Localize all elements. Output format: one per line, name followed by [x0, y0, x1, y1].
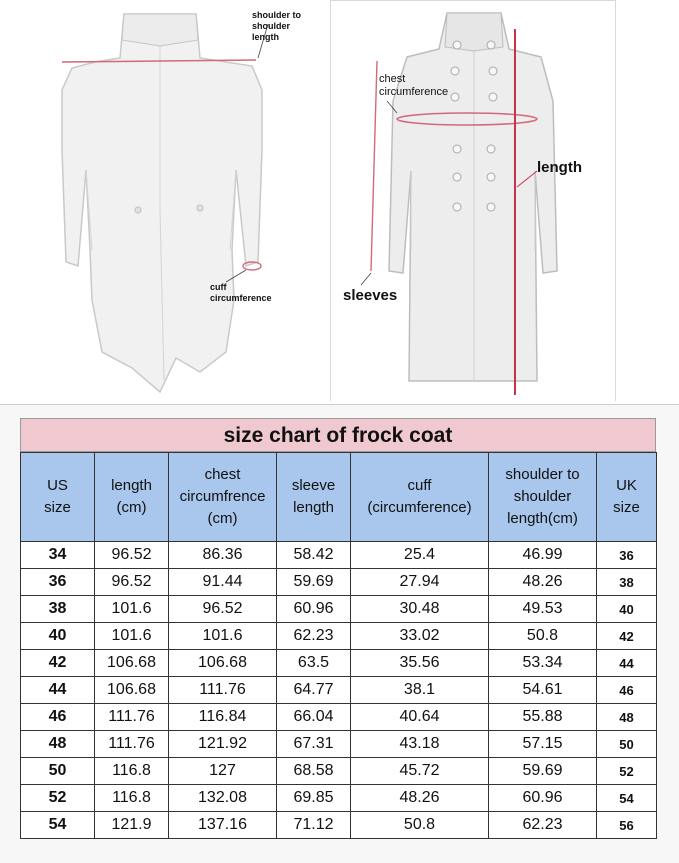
table-row	[21, 758, 657, 785]
cell-cuff: 33.02	[351, 623, 489, 650]
column-header-line: (cm)	[207, 510, 238, 527]
cell-cuff: 43.18	[351, 731, 489, 758]
cell-us-size: 46	[21, 704, 95, 731]
cell-shoulder-to-shoulder: 54.61	[489, 677, 597, 704]
cell-shoulder-to-shoulder: 46.99	[489, 542, 597, 569]
front-view-panel	[330, 0, 616, 401]
table-row	[21, 650, 657, 677]
cell-us-size: 34	[21, 542, 95, 569]
cell-length: 106.68	[95, 650, 169, 677]
table-row	[21, 704, 657, 731]
cell-length: 96.52	[95, 569, 169, 596]
cell-chest-circumference: 106.68	[169, 650, 277, 677]
column-header-line: length	[111, 477, 152, 494]
cell-chest-circumference: 132.08	[169, 785, 277, 812]
column-header-line: sleeve	[291, 477, 336, 494]
annotation-length: length	[537, 159, 582, 176]
cell-uk-size: 42	[597, 623, 657, 650]
cell-cuff: 40.64	[351, 704, 489, 731]
table-row	[21, 542, 657, 569]
cell-uk-size: 38	[597, 569, 657, 596]
cell-us-size: 44	[21, 677, 95, 704]
cell-uk-size: 46	[597, 677, 657, 704]
cell-shoulder-to-shoulder: 57.15	[489, 731, 597, 758]
cell-uk-size: 40	[597, 596, 657, 623]
cell-us-size: 40	[21, 623, 95, 650]
column-header-line: UK	[616, 477, 637, 494]
table-row	[21, 812, 657, 839]
size-chart-title: size chart of frock coat	[20, 418, 656, 452]
coat-back-illustration	[0, 0, 318, 400]
cell-us-size: 36	[21, 569, 95, 596]
annotation-chest-circumference: chest circumference	[379, 73, 449, 98]
cell-us-size: 54	[21, 812, 95, 839]
annotation-shoulder-to-shoulder: shoulder to shoulder length	[252, 10, 301, 42]
annotation-cuff-circumference: cuff circumference	[210, 282, 272, 303]
cell-sleeve-length: 58.42	[277, 542, 351, 569]
cell-cuff: 48.26	[351, 785, 489, 812]
cell-length: 111.76	[95, 731, 169, 758]
table-row	[21, 677, 657, 704]
cell-cuff: 30.48	[351, 596, 489, 623]
column-header-line: size	[613, 499, 640, 516]
cell-sleeve-length: 67.31	[277, 731, 351, 758]
cell-uk-size: 52	[597, 758, 657, 785]
cell-sleeve-length: 59.69	[277, 569, 351, 596]
column-header-line: length	[293, 499, 334, 516]
cell-chest-circumference: 127	[169, 758, 277, 785]
cell-length: 121.9	[95, 812, 169, 839]
cell-cuff: 38.1	[351, 677, 489, 704]
column-header-line: (circumference)	[367, 499, 472, 516]
cell-length: 106.68	[95, 677, 169, 704]
table-row	[21, 785, 657, 812]
table-row	[21, 623, 657, 650]
cell-chest-circumference: 111.76	[169, 677, 277, 704]
cell-cuff: 25.4	[351, 542, 489, 569]
table-body	[21, 542, 657, 839]
column-header-line: size	[44, 499, 71, 516]
cell-cuff: 35.56	[351, 650, 489, 677]
cell-sleeve-length: 69.85	[277, 785, 351, 812]
cell-sleeve-length: 71.12	[277, 812, 351, 839]
column-header-line: shoulder	[513, 488, 572, 505]
cell-shoulder-to-shoulder: 50.8	[489, 623, 597, 650]
cell-us-size: 38	[21, 596, 95, 623]
column-header-cuff	[351, 453, 489, 542]
cell-uk-size: 44	[597, 650, 657, 677]
column-header-line: US	[47, 477, 68, 494]
table-row	[21, 569, 657, 596]
cell-uk-size: 50	[597, 731, 657, 758]
cell-sleeve-length: 66.04	[277, 704, 351, 731]
column-header-length	[95, 453, 169, 542]
cell-length: 116.8	[95, 758, 169, 785]
cell-uk-size: 54	[597, 785, 657, 812]
column-header-us-size	[21, 453, 95, 542]
column-header-shoulder-to-shoulder	[489, 453, 597, 542]
annotation-sleeves: sleeves	[343, 287, 398, 304]
column-header-line: (cm)	[116, 499, 147, 516]
cell-shoulder-to-shoulder: 53.34	[489, 650, 597, 677]
cell-chest-circumference: 91.44	[169, 569, 277, 596]
back-view-panel	[0, 0, 318, 400]
cell-length: 101.6	[95, 596, 169, 623]
column-header-line: circumfrence	[179, 488, 266, 505]
table-row	[21, 596, 657, 623]
sleeve-measure-line	[371, 61, 377, 271]
cell-chest-circumference: 121.92	[169, 731, 277, 758]
cell-sleeve-length: 62.23	[277, 623, 351, 650]
cell-chest-circumference: 116.84	[169, 704, 277, 731]
cell-chest-circumference: 137.16	[169, 812, 277, 839]
cell-us-size: 42	[21, 650, 95, 677]
column-header-line: cuff	[407, 477, 432, 494]
cell-cuff: 27.94	[351, 569, 489, 596]
column-header-line: chest	[204, 466, 241, 483]
column-header-line: shoulder to	[505, 466, 580, 483]
size-chart-table	[20, 452, 657, 839]
cell-chest-circumference: 101.6	[169, 623, 277, 650]
cell-sleeve-length: 63.5	[277, 650, 351, 677]
column-header-sleeve-length	[277, 453, 351, 542]
cell-shoulder-to-shoulder: 55.88	[489, 704, 597, 731]
cell-chest-circumference: 96.52	[169, 596, 277, 623]
cell-length: 111.76	[95, 704, 169, 731]
cell-uk-size: 56	[597, 812, 657, 839]
table-header-row	[21, 453, 657, 542]
cell-uk-size: 36	[597, 542, 657, 569]
cell-chest-circumference: 86.36	[169, 542, 277, 569]
table-row	[21, 731, 657, 758]
cell-cuff: 50.8	[351, 812, 489, 839]
cell-shoulder-to-shoulder: 60.96	[489, 785, 597, 812]
cell-sleeve-length: 60.96	[277, 596, 351, 623]
cell-length: 96.52	[95, 542, 169, 569]
cell-us-size: 48	[21, 731, 95, 758]
cell-us-size: 52	[21, 785, 95, 812]
cell-sleeve-length: 64.77	[277, 677, 351, 704]
cell-length: 101.6	[95, 623, 169, 650]
cell-shoulder-to-shoulder: 48.26	[489, 569, 597, 596]
cell-length: 116.8	[95, 785, 169, 812]
cell-shoulder-to-shoulder: 59.69	[489, 758, 597, 785]
coat-front-illustration	[331, 1, 615, 401]
cell-shoulder-to-shoulder: 62.23	[489, 812, 597, 839]
cell-uk-size: 48	[597, 704, 657, 731]
column-header-uk-size	[597, 453, 657, 542]
cell-sleeve-length: 68.58	[277, 758, 351, 785]
cell-shoulder-to-shoulder: 49.53	[489, 596, 597, 623]
column-header-line: length(cm)	[507, 510, 578, 527]
cell-us-size: 50	[21, 758, 95, 785]
cell-cuff: 45.72	[351, 758, 489, 785]
column-header-chest-circumference	[169, 453, 277, 542]
